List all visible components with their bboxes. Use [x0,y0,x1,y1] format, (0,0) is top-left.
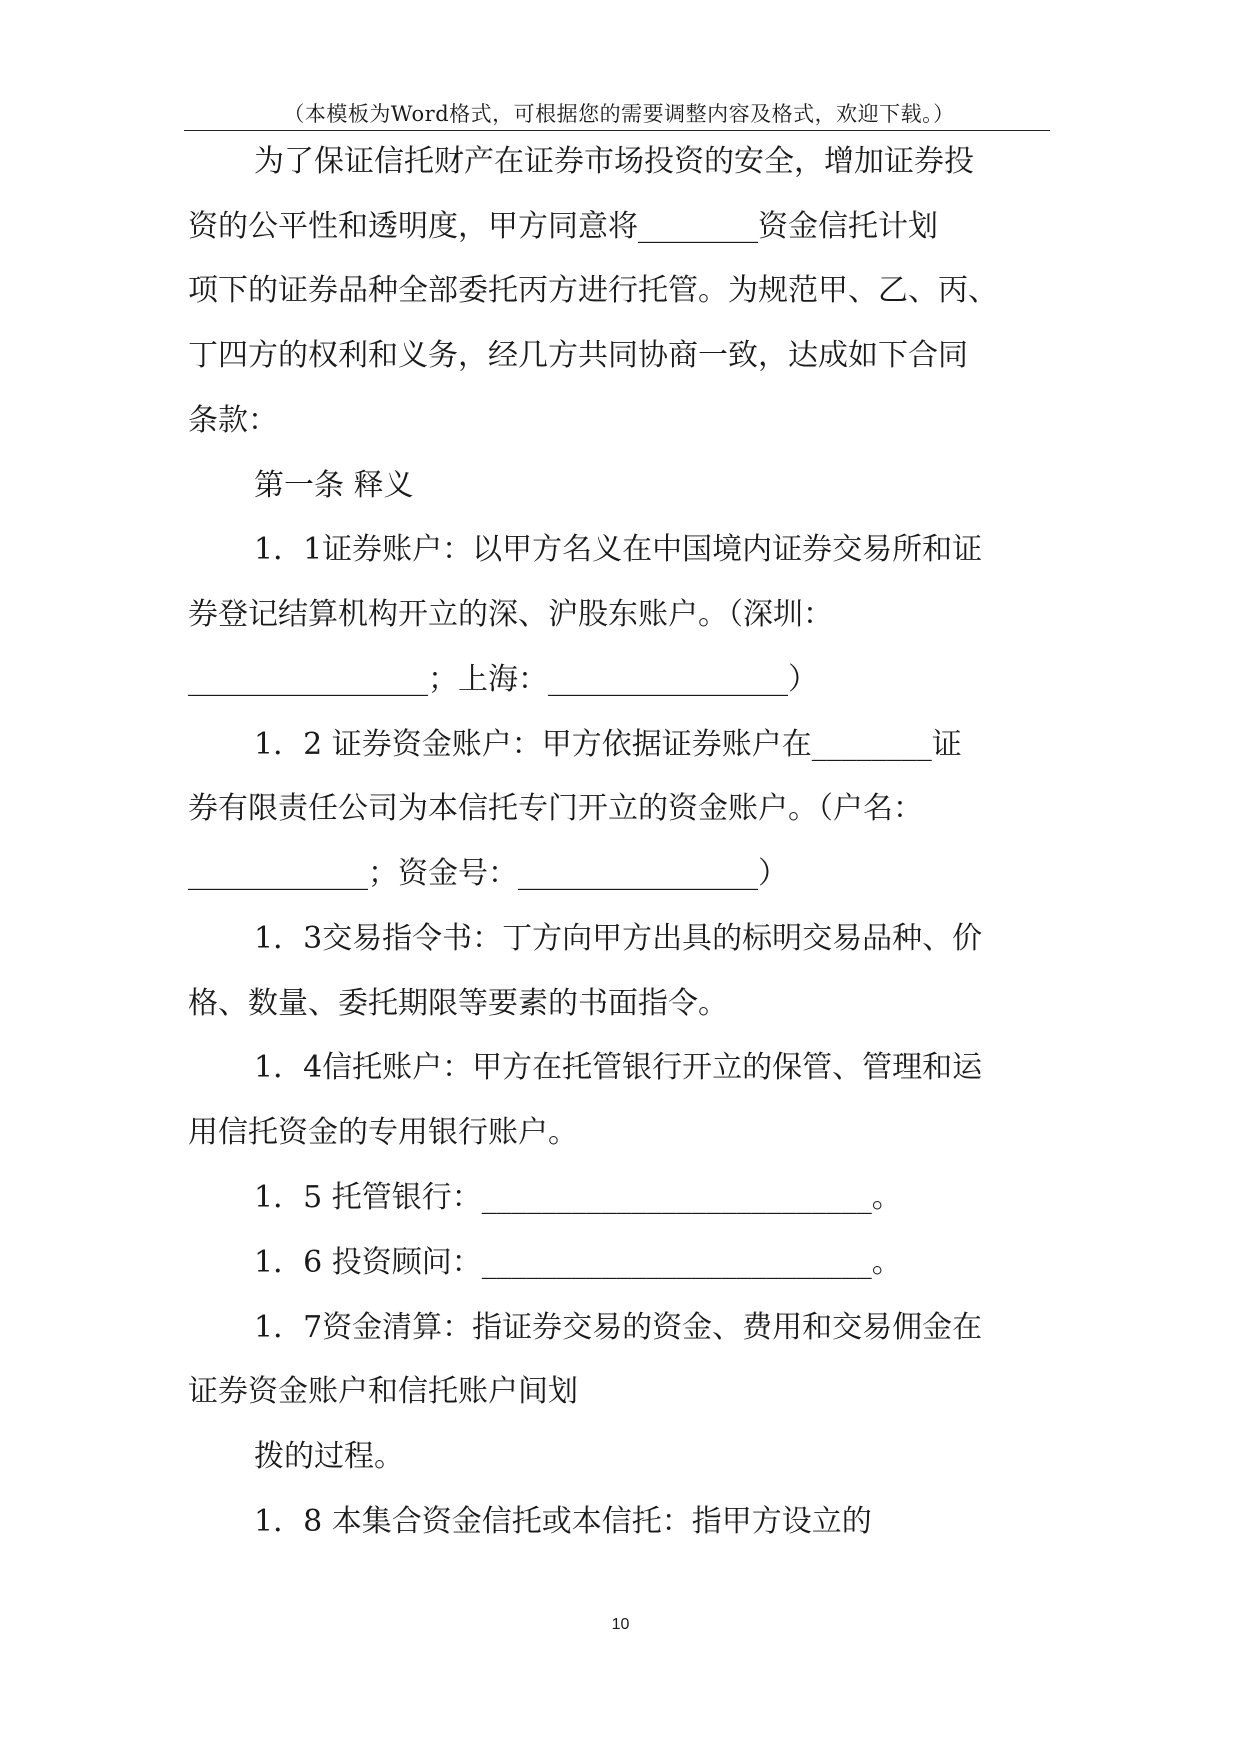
paragraph-line: 1．2 证券资金账户：甲方依据证券账户在________证 [254,727,962,762]
paragraph-line: 条款： [188,403,278,438]
paragraph-line: 券有限责任公司为本信托专门开立的资金账户。（户名： [188,791,923,826]
paragraph-line: 拨的过程。 [254,1439,404,1474]
paragraph-line: 1．3交易指令书：丁方向甲方出具的标明交易品种、价 [254,921,983,956]
paragraph-line: 格、数量、委托期限等要素的书面指令。 [188,986,728,1021]
paragraph-line: 1．7资金清算：指证券交易的资金、费用和交易佣金在 [254,1310,983,1345]
paragraph-line: 为了保证信托财产在证券市场投资的安全，增加证券投 [254,144,974,179]
paragraph-line: ____________；资金号：________________） [188,856,788,891]
paragraph-line: 证券资金账户和信托账户间划 [188,1374,578,1409]
paragraph-line: 券登记结算机构开立的深、沪股东账户。（深圳： [188,597,833,632]
page-number: 10 [611,1616,630,1633]
paragraph-line: 丁四方的权利和义务，经几方共同协商一致，达成如下合同 [188,338,968,373]
paragraph-line: 1．6 投资顾问：__________________________。 [254,1245,902,1280]
paragraph-line: ________________；上海：________________） [188,662,818,697]
header-note: （本模板为Word格式，可根据您的需要调整内容及格式，欢迎下载。） [283,102,955,126]
paragraph-line: 项下的证券品种全部委托丙方进行托管。为规范甲、乙、丙、 [188,273,998,308]
paragraph-line: 资的公平性和透明度，甲方同意将________资金信托计划 [188,209,938,244]
header-divider [184,130,1050,131]
article-heading: 第一条 释义 [254,468,414,503]
paragraph-line: 1．1证券账户：以甲方名义在中国境内证券交易所和证 [254,532,983,567]
paragraph-line: 用信托资金的专用银行账户。 [188,1115,578,1150]
paragraph-line: 1．8 本集合资金信托或本信托：指甲方设立的 [254,1504,872,1539]
paragraph-line: 1．4信托账户：甲方在托管银行开立的保管、管理和运 [254,1050,983,1085]
paragraph-line: 1．5 托管银行：__________________________。 [254,1180,902,1215]
